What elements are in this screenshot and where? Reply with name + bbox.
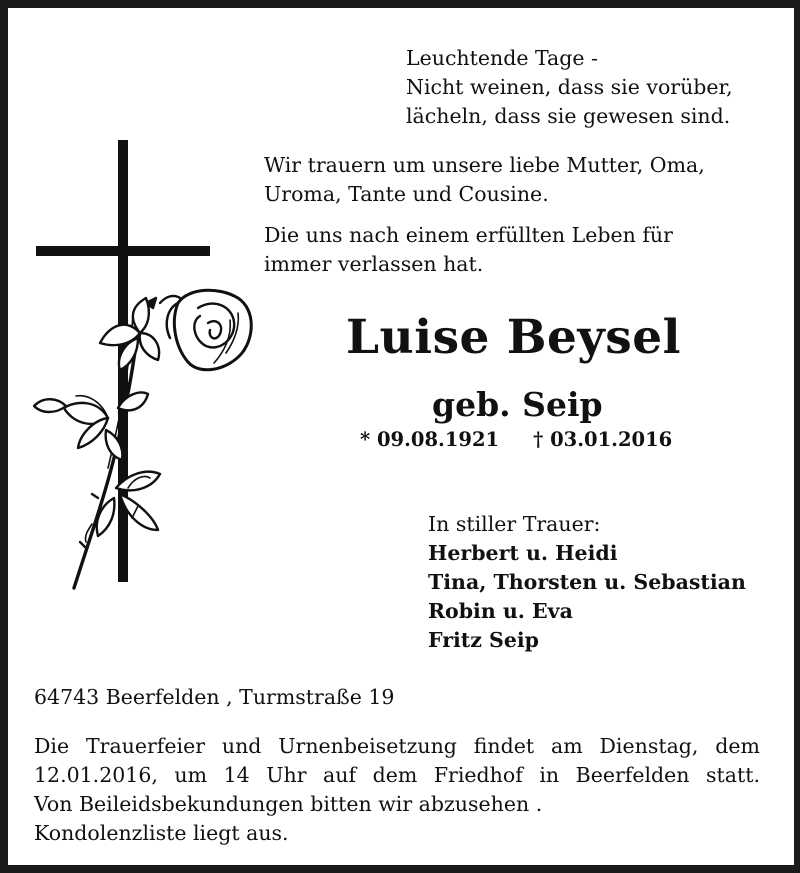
- maiden-name: geb. Seip: [432, 385, 603, 424]
- rose-icon: [34, 290, 251, 588]
- farewell-paragraph: [264, 221, 673, 279]
- paragraph-line: Uroma, Tante und Cousine.: [264, 182, 549, 206]
- paragraph-line: Wir trauern um unsere liebe Mutter, Oma,: [264, 153, 705, 177]
- mourner-name: Robin u. Eva: [428, 599, 573, 623]
- deceased-name: Luise Beysel: [346, 310, 681, 365]
- cross-icon: [28, 138, 268, 618]
- mourner-name: Tina, Thorsten u. Sebastian: [428, 570, 746, 594]
- motto-line: Nicht weinen, dass sie vorüber,: [406, 75, 733, 99]
- mourning-paragraph: [264, 151, 705, 209]
- funeral-service-info: [34, 732, 760, 848]
- motto-verse: [406, 44, 733, 131]
- mourners-block: [428, 510, 746, 655]
- life-dates: [360, 428, 672, 451]
- paragraph-line: immer verlassen hat.: [264, 252, 484, 276]
- motto-line: lächeln, dass sie gewesen sind.: [406, 104, 731, 128]
- mourners-intro: In stiller Trauer:: [428, 512, 601, 536]
- paragraph-line: Die uns nach einem erfüllten Leben für: [264, 223, 673, 247]
- mourner-name: Herbert u. Heidi: [428, 541, 618, 565]
- service-line: Kondolenzliste liegt aus.: [34, 821, 289, 845]
- service-line: Die Trauerfeier und Urnenbeisetzung findet am Dienstag, dem: [34, 734, 760, 758]
- mourner-name: Fritz Seip: [428, 628, 539, 652]
- obituary-card: [8, 8, 794, 865]
- motto-line: Leuchtende Tage -: [406, 46, 598, 70]
- service-line: Von Beileidsbekundungen bitten wir abzusehen .: [34, 792, 543, 816]
- death-date: † 03.01.2016: [533, 428, 673, 451]
- service-line: 12.01.2016, um 14 Uhr auf dem Friedhof in Beerfelden statt.: [34, 763, 760, 787]
- family-address: 64743 Beerfelden , Turmstraße 19: [34, 685, 395, 709]
- birth-date: * 09.08.1921: [360, 428, 500, 451]
